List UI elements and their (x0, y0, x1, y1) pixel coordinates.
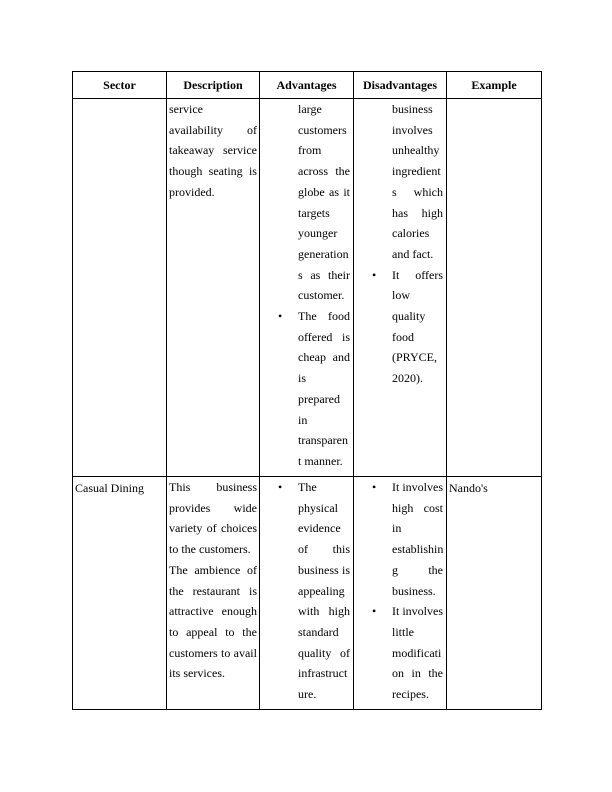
text-line: cheap and (298, 350, 350, 365)
text-line: business (392, 102, 433, 116)
list-item (298, 99, 350, 306)
text-line: variety of choices (169, 521, 257, 536)
text-line: s which (392, 184, 443, 199)
table-row (73, 99, 542, 477)
bullet-icon: • (278, 480, 283, 494)
text-line: ure. (298, 687, 317, 702)
list-item (278, 477, 350, 705)
text-line: from (298, 143, 322, 158)
text-line: prepared (298, 391, 340, 406)
sector-table (72, 71, 542, 710)
bullet-icon: • (372, 480, 377, 494)
header-disadvantages: Disadvantages (354, 72, 447, 99)
text-line: The food (298, 309, 350, 324)
text-line: high cost (392, 500, 443, 515)
text-line: offered is (298, 329, 350, 344)
example-cell (447, 99, 542, 477)
text-line: (PRYCE, (392, 350, 438, 365)
text-line: customer. (298, 288, 345, 303)
advantages-list (260, 477, 353, 705)
sector-cell: Casual Dining (73, 477, 167, 710)
list-item (372, 601, 443, 705)
text-line: physical (298, 500, 338, 515)
table-row (73, 477, 542, 710)
text-line: in (392, 521, 402, 536)
text-line: of this (298, 542, 350, 557)
text-line: unhealthy (392, 143, 440, 158)
text-line: quality of (298, 645, 350, 660)
header-sector: Sector (73, 72, 167, 99)
text-line: younger (298, 226, 338, 241)
text-line: This business (169, 480, 257, 494)
text-line: business is (298, 562, 350, 577)
header-description: Description (167, 72, 260, 99)
text-line: and fact. (392, 246, 434, 261)
example-cell: Nando's (447, 477, 542, 710)
text-line: recipes. (392, 687, 429, 702)
list-item (392, 99, 443, 265)
text-line: to the customers. (169, 542, 251, 557)
text-line: is (298, 371, 307, 386)
text-line: It involves (392, 604, 443, 619)
advantages-cell (260, 477, 354, 710)
text-line: to appeal to the (169, 624, 257, 639)
text-line: establishin (392, 542, 444, 557)
text-line: the restaurant is (169, 583, 257, 598)
text-line: service (169, 102, 203, 116)
text-line: quality (392, 309, 426, 324)
text-line: customers to avail (169, 645, 257, 660)
disadvantages-cell (354, 99, 447, 477)
text-line: transparen (298, 433, 348, 448)
text-line: low (392, 288, 410, 303)
text-line: 2020). (392, 371, 423, 386)
text-line: large (298, 102, 322, 116)
text-line: evidence (298, 521, 341, 536)
text-line: across the (298, 164, 350, 179)
list-item (278, 306, 350, 472)
text-line: The ambience of (169, 562, 257, 577)
text-line: though seating is (169, 164, 257, 179)
disadvantages-cell (354, 477, 447, 710)
text-line: provides wide (169, 500, 257, 515)
text-line: attractive enough (169, 604, 257, 619)
bullet-icon: • (372, 604, 377, 619)
text-line: globe as it (298, 184, 350, 199)
text-line: provided. (169, 184, 215, 199)
text-line: It offers (392, 267, 443, 282)
advantages-cell (260, 99, 354, 477)
text-line: on in the (392, 666, 443, 681)
description-cell (167, 477, 260, 710)
header-example: Example (447, 72, 542, 99)
text-line: appealing (298, 583, 345, 598)
disadvantages-list (354, 99, 446, 389)
bullet-icon: • (278, 309, 283, 324)
text-line: food (392, 329, 414, 344)
text-line: generation (298, 246, 349, 261)
text-line: takeaway service (169, 143, 257, 158)
text-line: with high (298, 604, 350, 619)
description-lines (167, 477, 259, 684)
text-line: its services. (169, 666, 225, 681)
text-line: has high (392, 205, 443, 220)
text-line: targets (298, 205, 330, 220)
text-line: s as their (298, 267, 350, 282)
header-row (73, 72, 542, 99)
disadvantages-list (354, 477, 446, 705)
text-line: g the (392, 562, 443, 577)
text-line: t manner. (298, 453, 343, 468)
text-line: little (392, 624, 414, 639)
text-line: modificati (392, 645, 442, 660)
text-line: It involves (392, 480, 443, 494)
text-line: infrastruct (298, 666, 348, 681)
text-line: business. (392, 583, 436, 598)
sector-cell (73, 99, 167, 477)
header-advantages: Advantages (260, 72, 354, 99)
description-cell (167, 99, 260, 477)
text-line: calories (392, 226, 430, 241)
list-item (372, 477, 444, 601)
list-item (372, 265, 443, 389)
advantages-list (260, 99, 353, 472)
text-line: ingredient (392, 164, 441, 179)
description-lines (167, 99, 259, 203)
text-line: involves (392, 122, 433, 137)
text-line: customers (298, 122, 347, 137)
bullet-icon: • (372, 267, 377, 282)
text-line: standard (298, 624, 339, 639)
text-line: availability of (169, 122, 257, 137)
text-line: in (298, 412, 308, 427)
text-line: The (298, 480, 317, 494)
